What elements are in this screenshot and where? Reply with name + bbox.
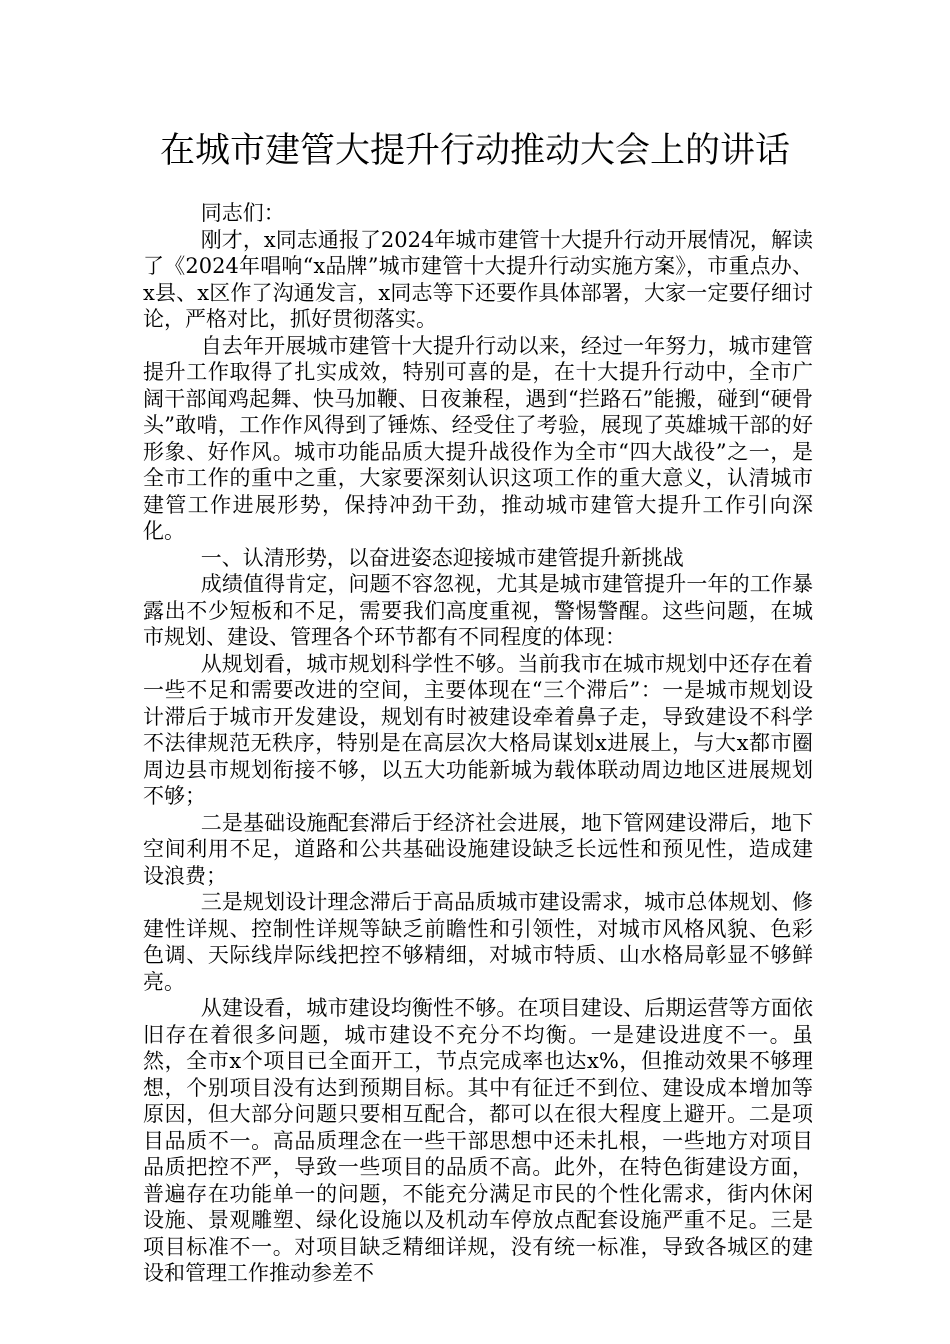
- paragraph-design-concept: 三是规划设计理念滞后于高品质城市建设需求，城市总体规划、修建性详规、控制性详规等缺乏前瞻性和引领性，对城市风格风貌、色彩色调、天际线岸际线把控不够精细，对城市特质、山水格局彰显不够鲜亮。: [143, 890, 813, 994]
- salutation: 同志们：: [200, 201, 285, 225]
- document-title: 在城市建管大提升行动推动大会上的讲话: [159, 131, 790, 171]
- section-heading-1: 一、认清形势，以奋进姿态迎接城市建管提升新挑战: [200, 545, 684, 570]
- paragraph-problems: 成绩值得肯定，问题不容忽视，尤其是城市建管提升一年的工作暴露出不少短板和不足，需要我们高度重视，警惕警醒。这些问题，在城市规划、建设、管理各个环节都有不同程度的体现：: [143, 572, 813, 649]
- paragraph-construction: 从建设看，城市建设均衡性不够。在项目建设、后期运营等方面依旧存在着很多问题，城市建设不充分不均衡。一是建设进度不一。虽然，全市x个项目已全面开工，节点完成率也达x%，但推动效果不够理想，个别项目没有达到预期目标。其中有征迁不到位、建设成本增加等原因，但大部分问题只要相互配合，都可以在很大程度上避开。二是项目品质不一。高品质理念在一些干部思想中还未扎根，一些地方对项目品质把控不严，导致一些项目的品质不高。此外，在特色街建设方面，普遍存在功能单一的问题，不能充分满足市民的个性化需求，街内休闲设施、景观雕塑、绿化设施以及机动车停放点配套设施严重不足。三是项目标准不一。对项目缺乏精细详规，没有统一标准，导致各城区的建设和管理工作推动参差不: [143, 996, 813, 1285]
- document-body: [143, 200, 813, 1287]
- paragraph-achievements: 自去年开展城市建管十大提升行动以来，经过一年努力，城市建管提升工作取得了扎实成效，特别可喜的是，在十大提升行动中，全市广阔干部闻鸡起舞、快马加鞭、日夜兼程，遇到“拦路石”能搬，碰到“硬骨头”敢啃，工作作风得到了锤炼、经受住了考验，展现了英雄城干部的好形象、好作风。城市功能品质大提升战役作为全市“四大战役”之一，是全市工作的重中之重，大家要深刻认识这项工作的重大意义，认清城市建管工作进展形势，保持冲劲干劲，推动城市建管大提升工作引向深化。: [143, 333, 813, 543]
- paragraph-planning: 从规划看，城市规划科学性不够。当前我市在城市规划中还存在着一些不足和需要改进的空间，主要体现在“三个滞后”：一是城市规划设计滞后于城市开发建设，规划有时被建设牵着鼻子走，导致建设不科学不法律规范无秩序，特别是在高层次大格局谋划x进展上，与大x都市圈周边县市规划衔接不够，以五大功能新城为载体联动周边地区进展规划不够；: [143, 651, 813, 808]
- paragraph-infrastructure: 二是基础设施配套滞后于经济社会进展，地下管网建设滞后，地下空间利用不足，道路和公共基础设施建设缺乏长远性和预见性，造成建设浪费；: [143, 810, 813, 888]
- paragraph-intro: 刚才，x同志通报了2024年城市建管十大提升行动开展情况，解读了《2024年唱响“x品牌”城市建管十大提升行动实施方案》，市重点办、x县、x区作了沟通发言，x同志等下还要作具体部署，大家一定要仔细讨论，严格对比，抓好贯彻落实。: [143, 227, 813, 331]
